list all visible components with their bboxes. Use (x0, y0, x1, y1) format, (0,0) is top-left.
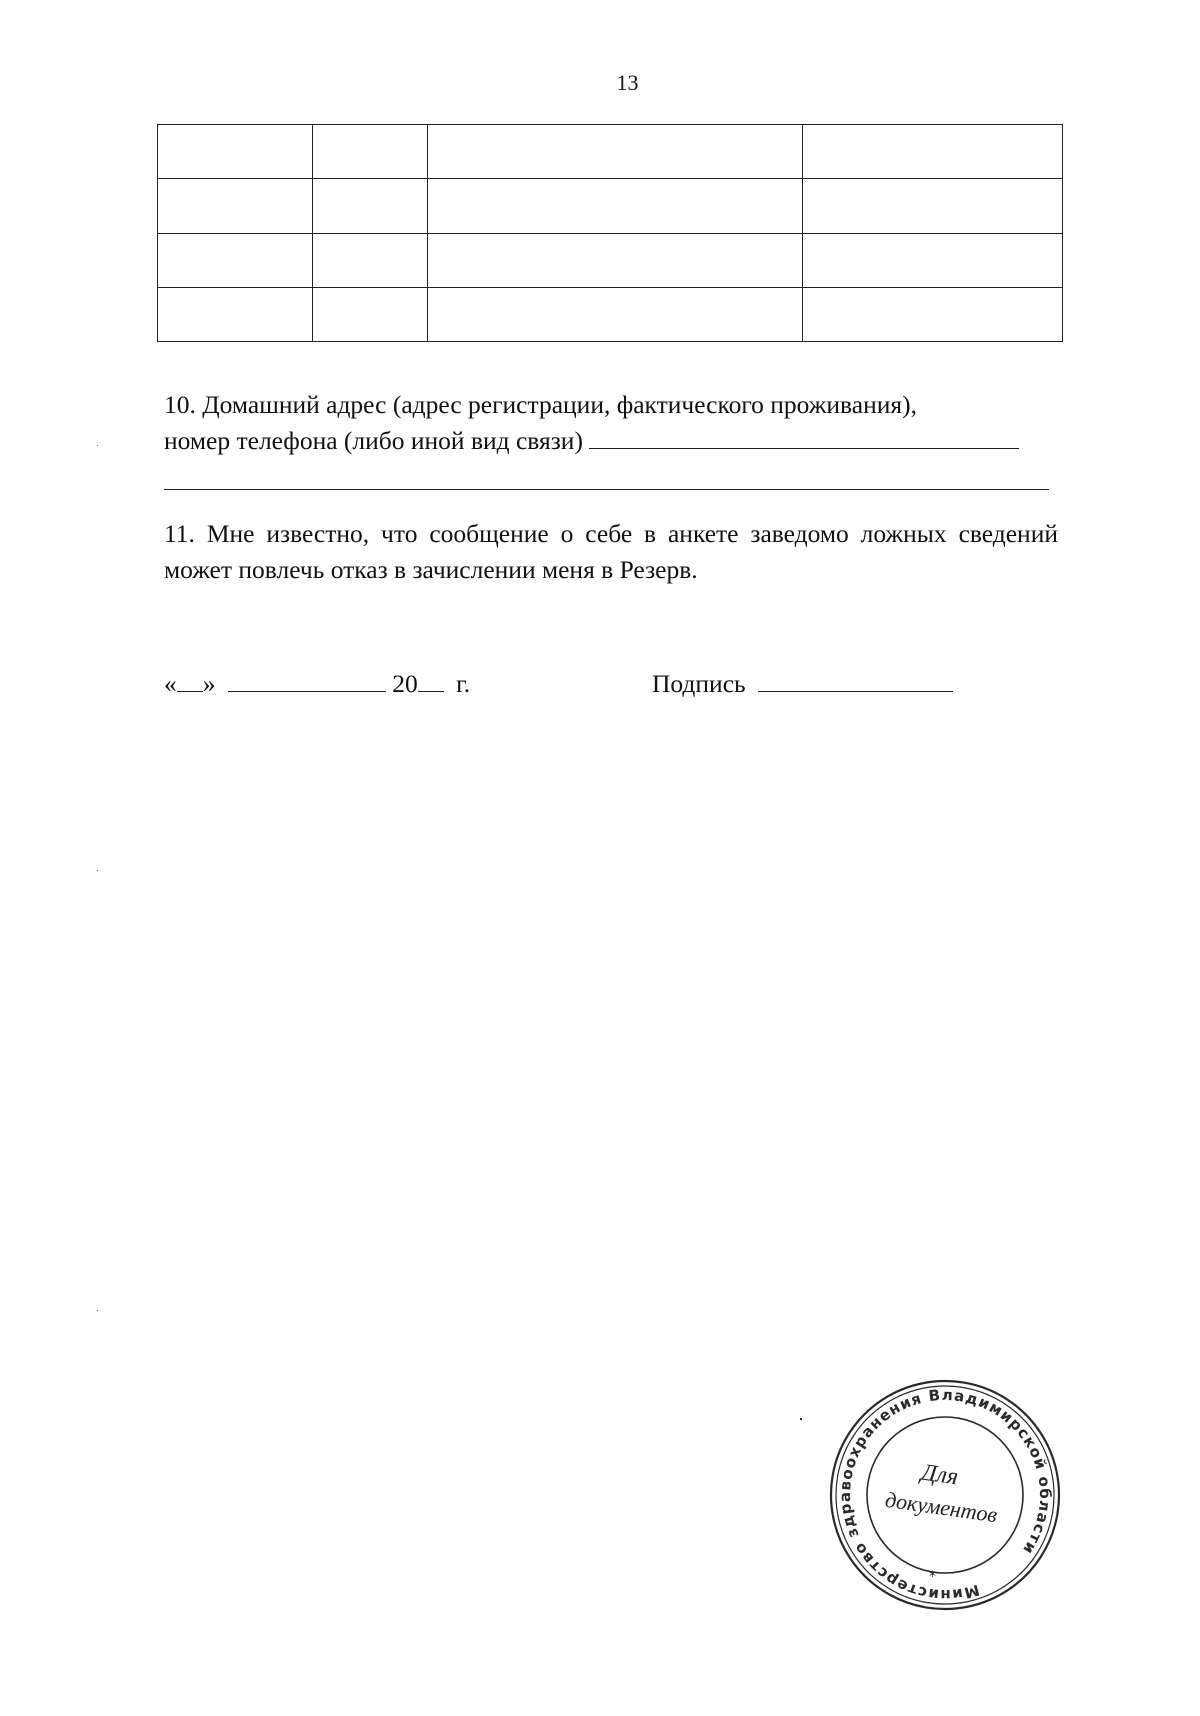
table-cell[interactable] (313, 233, 428, 287)
scan-mark (97, 1310, 98, 1311)
table-cell[interactable] (158, 233, 313, 287)
table-cell[interactable] (158, 179, 313, 233)
stamp-center-line1: Для (919, 1459, 960, 1491)
scan-mark (800, 1418, 802, 1420)
table-cell[interactable] (428, 125, 803, 179)
table-row (158, 233, 1063, 287)
table-cell[interactable] (158, 287, 313, 341)
date-close-quote: » (202, 669, 216, 698)
signature-fill-line[interactable] (758, 690, 953, 692)
scan-mark (97, 870, 98, 871)
table-cell[interactable] (158, 125, 313, 179)
table-cell[interactable] (313, 125, 428, 179)
year-prefix: 20 (392, 669, 418, 698)
item-10-line2-row (164, 423, 1058, 459)
month-fill-line[interactable] (228, 690, 386, 692)
day-fill-line[interactable] (177, 690, 203, 692)
table-cell[interactable] (428, 179, 803, 233)
date-open-quote: « (164, 669, 177, 698)
stamp-ring-text: Министерство здравоохранения Владимирской области (835, 1385, 1055, 1605)
data-table (157, 124, 1063, 342)
table-cell[interactable] (803, 233, 1063, 287)
table-row (158, 287, 1063, 341)
table-row (158, 179, 1063, 233)
year-suffix: г. (456, 669, 471, 698)
table-cell[interactable] (313, 179, 428, 233)
table-row (158, 125, 1063, 179)
address-fill-line[interactable] (164, 489, 1049, 490)
table-cell[interactable] (428, 287, 803, 341)
table-cell[interactable] (313, 287, 428, 341)
item-10-address (164, 387, 1058, 459)
stamp-center-line2: документов (883, 1486, 999, 1528)
scan-mark (97, 445, 98, 446)
signature-label: Подпись (652, 669, 746, 698)
signature-row (652, 666, 1012, 702)
item-10-line2: номер телефона (либо иной вид связи) (164, 426, 583, 455)
official-stamp (825, 1375, 1065, 1615)
date-row (164, 666, 684, 702)
table-cell[interactable] (803, 179, 1063, 233)
year-fill-line[interactable] (418, 690, 444, 692)
table-cell[interactable] (428, 233, 803, 287)
stamp-star-icon: * (929, 1569, 936, 1585)
table-cell[interactable] (803, 125, 1063, 179)
item-10-line1: 10. Домашний адрес (адрес регистрации, фактического проживания), (164, 390, 917, 419)
table-cell[interactable] (803, 287, 1063, 341)
item-11-statement: 11. Мне известно, что сообщение о себе в анкете заведомо ложных сведений может повлечь отказ в зачислении меня в Резерв. (164, 519, 1058, 584)
page-number: 13 (616, 70, 639, 95)
phone-fill-line[interactable] (589, 447, 1019, 449)
